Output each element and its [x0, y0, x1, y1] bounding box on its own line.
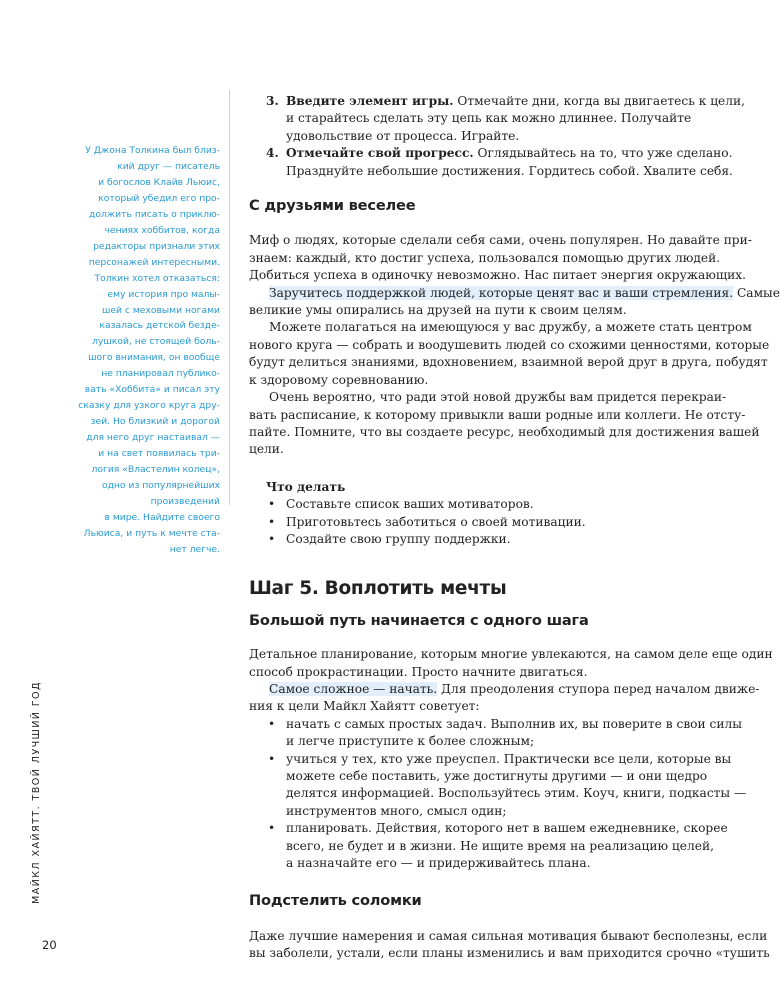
list-item: • Приготовьтесь заботиться о своей мотивации. — [249, 514, 701, 531]
sidenote-line: персонажей интересными. — [88, 256, 220, 268]
page-number: 20 — [42, 938, 57, 952]
text-line: Празднуйте небольшие достижения. Гордитесь собой. Хвалите себя. — [286, 163, 733, 178]
sidenote-line: Толкин хотел отказаться: — [94, 272, 220, 284]
highlighted-text: Самое сложное — начать. — [269, 681, 438, 696]
paragraph: Заручитесь поддержкой людей, которые ценят вас и ваши стремления. Самые великие умы опирались на друзей на пути к своим целям. — [249, 285, 780, 318]
highlighted-text: Заручитесь поддержкой людей, которые ценят вас и ваши стремления. — [269, 285, 734, 300]
sidenote-line: ему история про малы- — [107, 288, 220, 300]
paragraph: Можете полагаться на имеющуюся у вас дружбу, а можете стать центром нового круга — собрать и воодушевить людей со схожими ценностями, которые будут делиться знаниями, вдохновением, взаимной верой друг в друга, побудят к здоровому соревнованию. — [249, 320, 770, 387]
list-item: 4. Отмечайте свой прогресс. Оглядывайтесь на то, что уже сделано. Празднуйте небольшие достижения. Гордитесь собой. Хвалите себя. — [249, 145, 701, 180]
todo-box — [249, 479, 701, 549]
list-number: 3. — [266, 94, 279, 108]
bullet-icon: • — [268, 531, 276, 546]
sidenote-line: зей. Но близкий и дорогой — [90, 416, 220, 428]
numbered-list — [249, 93, 745, 180]
sidebar-note — [60, 143, 220, 558]
bullet-icon: • — [268, 716, 276, 731]
sidenote-line: который убедил его про- — [98, 192, 220, 204]
item-lead: Введите элемент игры. — [286, 94, 454, 108]
list-item: • учиться у тех, кто уже преуспел. Практически все цели, которые вы можете себе поставить, уже достигнуты другими — и они щедро делятся информацией. Воспользуйтесь этим. Коуч, книги, подкасты — инструментов много, смысл один; — [268, 751, 747, 818]
running-title: МАЙКЛ ХАЙЯТТ. ТВОЙ ЛУЧШИЙ ГОД — [31, 681, 42, 904]
paragraph: Детальное планирование, которым многие увлекаются, на самом деле еще один способ прокрастинации. Просто начните двигаться. — [249, 647, 773, 679]
sidenote-line: не планировал публико- — [101, 368, 220, 380]
paragraph: Самое сложное — начать. Для преодоления ступора перед началом движе- ния к цели Майкл Хайятт советует: — [249, 681, 760, 714]
sidenote-line: произведений — [150, 495, 220, 507]
section-heading: С друзьями веселее — [249, 197, 416, 215]
sidenote-line: должить писать о приклю- — [89, 208, 220, 220]
sidebar-divider — [229, 90, 230, 505]
sidenote-line: логия «Властелин колец», — [91, 464, 220, 476]
list-number: 4. — [266, 146, 279, 161]
sidenote-line: казалась детской безде- — [99, 320, 220, 332]
sidenote-line: редакторы признали этих — [93, 240, 220, 252]
sidenote-line: лушкой, не стоящей боль- — [92, 336, 220, 348]
list-item: • Создайте свою группу поддержки. — [249, 531, 701, 548]
bullet-icon: • — [268, 751, 276, 766]
todo-list — [249, 496, 701, 548]
sidenote-line: У Джона Толкина был близ- — [85, 145, 220, 156]
list-item: 3. Введите элемент игры. Отмечайте дни, когда вы двигаетесь к цели, и старайтесь сделать эту цепь как можно длиннее. Получайте удовольствие от процесса. Играйте. — [249, 93, 701, 145]
sidenote-line: сказку для узкого круга дру- — [78, 400, 220, 412]
chapter-heading: Шаг 5. Воплотить мечты — [249, 578, 507, 600]
list-item: • планировать. Действия, которого нет в вашем ежедневнике, скорее всего, не будет и в жизни. Не ищите время на реализацию целей, а назначайте его — и придерживайтесь плана. — [268, 821, 728, 871]
sidenote-line: и на свет появилась три- — [98, 448, 220, 460]
text-line: и старайтесь сделать эту цепь как можно длиннее. Получайте — [286, 111, 692, 126]
sidenote-line: вать «Хоббита» и писал эту — [84, 384, 220, 396]
list-item: • Составьте список ваших мотиваторов. — [249, 496, 701, 513]
paragraph: Миф о людях, которые сделали себя сами, очень популярен. Но давайте при- знаем: каждый, кто достиг успеха, пользовался помощью других людей. Добиться успеха в одиночку невозможно. Нас питает энергия окружающих. — [249, 233, 752, 283]
section-heading: Подстелить соломки — [249, 892, 422, 910]
sidenote-line: и богослов Клайв Льюис, — [98, 176, 220, 188]
sidenote-line: кий друг — писатель — [117, 160, 220, 172]
sidenote-line: в мире. Найдите своего — [104, 511, 220, 523]
todo-title: Что делать — [266, 479, 346, 494]
bullet-icon: • — [268, 497, 276, 512]
sidenote-line: шого внимания, он вообще — [88, 352, 220, 364]
sidenote-line: для него друг настаивал — — [86, 432, 220, 444]
sidenote-line: шей с меховыми ногами — [101, 304, 220, 316]
paragraph: Даже лучшие намерения и самая сильная мотивация бывают бесполезны, если вы заболели, устали, если планы изменились и вам приходится срочно «тушить — [249, 928, 770, 961]
list-item: • начать с самых простых задач. Выполнив их, вы поверите в свои силы и легче приступите к более сложным; — [268, 716, 742, 749]
sidenote-line: нет легче. — [169, 543, 220, 555]
section-heading: Большой путь начинается с одного шага — [249, 611, 589, 629]
sidenote-line: Льюиса, и путь к мечте ста- — [83, 527, 220, 539]
bullet-icon: • — [268, 821, 276, 836]
paragraph: Очень вероятно, что ради этой новой дружбы вам придется перекраи- вать расписание, к которому привыкли ваши родные или коллеги. Не отсту- пайте. Помните, что вы создаете ресурс, необходимый для достижения вашей цели. — [249, 390, 760, 457]
sidenote-line: чениях хоббитов, когда — [104, 224, 220, 236]
item-lead: Отмечайте свой прогресс. — [286, 146, 474, 161]
text-line: удовольствие от процесса. Играйте. — [286, 128, 520, 143]
sidenote-line: одно из популярнейших — [101, 480, 220, 492]
bullet-icon: • — [268, 514, 276, 529]
advice-list — [249, 716, 747, 873]
main-column — [249, 93, 780, 963]
